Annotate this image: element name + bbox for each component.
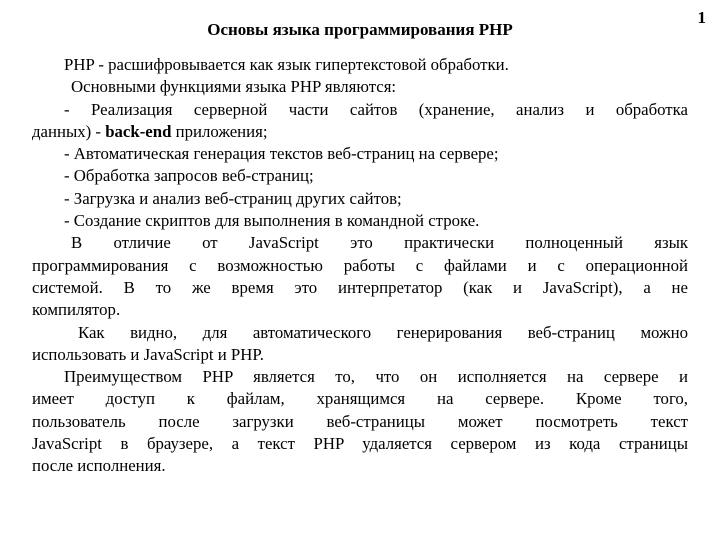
list-item-line: - Создание скриптов для выполнения в командной строке. xyxy=(64,211,480,231)
list-item-text: приложения; xyxy=(175,121,268,141)
paragraph-line: программирования с возможностью работы с файлами и с операционной xyxy=(32,255,688,275)
page-title: Основы языка программирования PHP xyxy=(207,20,513,39)
paragraph-line: Основными функциями языка PHP являются: xyxy=(71,77,397,97)
list-item-text: данных) - xyxy=(32,121,101,141)
list-item-line xyxy=(32,121,688,143)
body-text xyxy=(32,54,688,478)
list-item-line: - Автоматическая генерация текстов веб-страниц на сервере; xyxy=(64,144,499,164)
list-item-line: - Загрузка и анализ веб-страниц других сайтов; xyxy=(64,188,402,208)
list-item-line: - Обработка запросов веб-страниц; xyxy=(64,166,314,186)
paragraph-line: Как видно, для автоматического генерирования веб-страниц можно xyxy=(78,322,688,342)
paragraph-line: пользователь после загрузки веб-страницы может посмотреть текст xyxy=(32,411,688,431)
paragraph-line: Преимуществом PHP является то, что он исполняется на сервере и xyxy=(64,367,688,387)
paragraph-line: системой. В то же время это интерпретатор (как и JavaScript), а не xyxy=(32,277,688,297)
paragraph-line: имеет доступ к файлам, хранящимся на сервере. Кроме того, xyxy=(32,389,688,409)
paragraph-line: PHP - расшифровывается как язык гипертекстовой обработки. xyxy=(64,55,509,74)
paragraph-line: после исполнения. xyxy=(32,456,166,476)
paragraph-line: использовать и JavaScript и PHP. xyxy=(32,344,264,364)
list-item-line: - Реализация серверной части сайтов (хранение, анализ и обработка xyxy=(64,99,688,119)
list-item-bold-term: back-end xyxy=(105,121,172,141)
paragraph-line: компилятор. xyxy=(32,300,121,320)
paragraph-line: JavaScript в браузере, а текст PHP удаляется сервером из кода страницы xyxy=(32,434,688,454)
paragraph-line: В отличие от JavaScript это практически полноценный язык xyxy=(71,233,688,253)
page-number: 1 xyxy=(697,8,706,27)
